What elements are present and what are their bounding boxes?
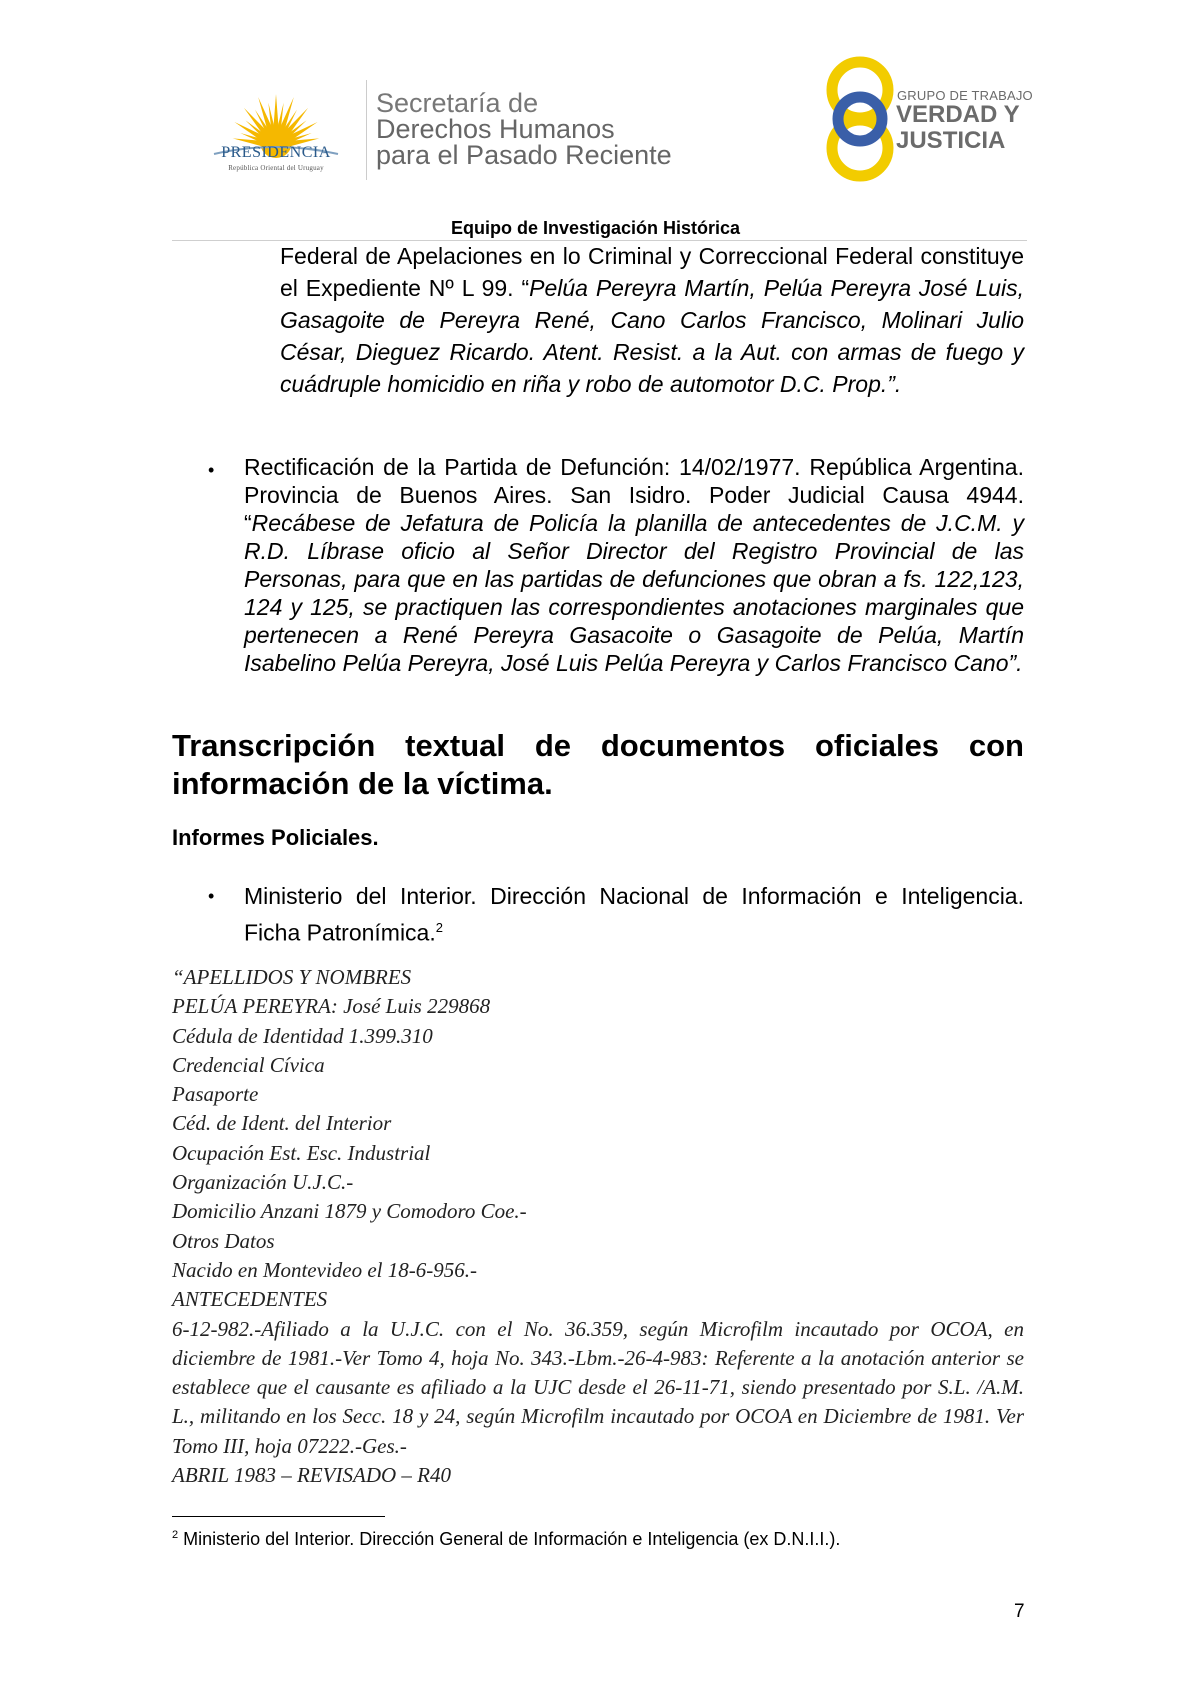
transcript-line: Pasaporte: [172, 1082, 259, 1107]
footnote-text: Ministerio del Interior. Dirección General de Información e Inteligencia (ex D.N.I.I.).: [183, 1529, 841, 1549]
presidencia-subtitle: República Oriental del Uruguay: [228, 164, 324, 172]
bullet-icon: •: [208, 460, 215, 480]
secretaria-line-1: Secretaría de: [376, 88, 539, 118]
presidencia-sun-logo: [196, 84, 356, 176]
paragraph-ministerio: [244, 880, 1024, 949]
paragraph-ministerio-text: Ministerio del Interior. Dirección Nacional de Información e Inteligencia. Ficha Patronímica.: [244, 883, 1024, 946]
transcript-line: ANTECEDENTES: [172, 1287, 328, 1312]
presidencia-name: PRESIDENCIA: [221, 144, 331, 161]
transcript-line: Céd. de Ident. del Interior: [172, 1111, 392, 1136]
paragraph-rectificacion-italic: Recábese de Jefatura de Policía la planilla de antecedentes de J.C.M. y R.D. Líbrase oficio al Señor Director del Registro Provincial de las Personas, para que en las partidas de defunciones que obran a fs. 122,123, 124 y 125, se practiquen las correspondientes anotaciones marginales que pertenecen a René Pereyra Gasacoite o Gasagoite de Pelúa, Martín Isabelino Pelúa Pereyra, José Luis Pelúa Pereyra y Carlos Francisco Cano”.: [244, 510, 1024, 676]
secretaria-title: [376, 90, 672, 168]
team-title: Equipo de Investigación Histórica: [450, 218, 741, 238]
footnote-rule: [172, 1516, 385, 1517]
transcript-line: Credencial Cívica: [172, 1052, 325, 1077]
grupo-trabajo-label: GRUPO DE TRABAJO: [897, 88, 1033, 103]
transcript-line: Domicilio Anzani 1879 y Comodoro Coe.-: [172, 1199, 527, 1224]
paragraph-expediente: [280, 240, 1024, 400]
transcript-line: Cédula de Identidad 1.399.310: [172, 1023, 433, 1048]
footnote-number: 2: [172, 1529, 179, 1541]
verdad-justicia-label: [896, 102, 1020, 154]
bullet-icon: •: [208, 886, 215, 906]
header-divider: [366, 80, 367, 180]
transcript-antecedentes: 6-12-982.-Afiliado a la U.J.C. con el No. 36.359, según Microfilm incautado por OCOA, en diciembre de 1981.-Ver Tomo 4, hoja No. 343.-Lbm.-26-4-983: Referente a la anotación anterior se establece que el causante es afiliado a la UJC desde el 26-11-71, siendo presentado por S.L. /A.M. L., militando en los Secc. 18 y 24, según Microfilm incautado por OCOA en Diciembre de 1981. Ver Tomo III, hoja 07222.-Ges.-: [172, 1316, 1024, 1458]
footnote-reference: 2: [435, 920, 443, 935]
verdad-justicia-rings-logo: [822, 56, 898, 182]
transcript-line: “APELLIDOS Y NOMBRES: [172, 965, 412, 989]
transcript-line: Organización U.J.C.-: [172, 1170, 354, 1195]
transcript-block: [172, 963, 1024, 1490]
secretaria-line-3: para el Pasado Reciente: [376, 140, 672, 170]
footnote: [172, 1529, 840, 1550]
transcript-line: PELÚA PEREYRA: José Luis 229868: [172, 994, 491, 1019]
subsection-heading: Informes Policiales.: [172, 825, 379, 850]
transcript-line: ABRIL 1983 – REVISADO – R40: [172, 1463, 451, 1488]
page-number: 7: [1014, 1601, 1025, 1622]
paragraph-expediente-plain: Federal de Apelaciones en lo Criminal y Correccional Federal constituye el Expediente Nº L 99. “: [280, 243, 1024, 301]
paragraph-expediente-italic: Pelúa Pereyra Martín, Pelúa Pereyra José Luis, Gasagoite de Pereyra René, Cano Carlos Francisco, Molinari Julio César, Dieguez Ricardo. Atent. Resist. a la Aut. con armas de fuego y cuádruple homicidio en riña y robo de automotor D.C. Prop.”.: [280, 275, 1024, 397]
transcript-line: Ocupación Est. Esc. Industrial: [172, 1140, 431, 1165]
secretaria-line-2: Derechos Humanos: [376, 114, 615, 144]
section-heading: Transcripción textual de documentos oficiales con información de la víctima.: [172, 728, 1024, 801]
transcript-line: Nacido en Montevideo el 18-6-956.-: [172, 1257, 477, 1282]
justicia-label: JUSTICIA: [896, 127, 1006, 154]
verdad-label: VERDAD Y: [896, 101, 1020, 128]
paragraph-rectificacion: [244, 453, 1024, 677]
transcript-line: Otros Datos: [172, 1228, 275, 1253]
paragraph-rectificacion-plain: Rectificación de la Partida de Defunción: 14/02/1977. República Argentina. Provincia de Buenos Aires. San Isidro. Poder Judicial Causa 4944. “: [244, 454, 1024, 536]
